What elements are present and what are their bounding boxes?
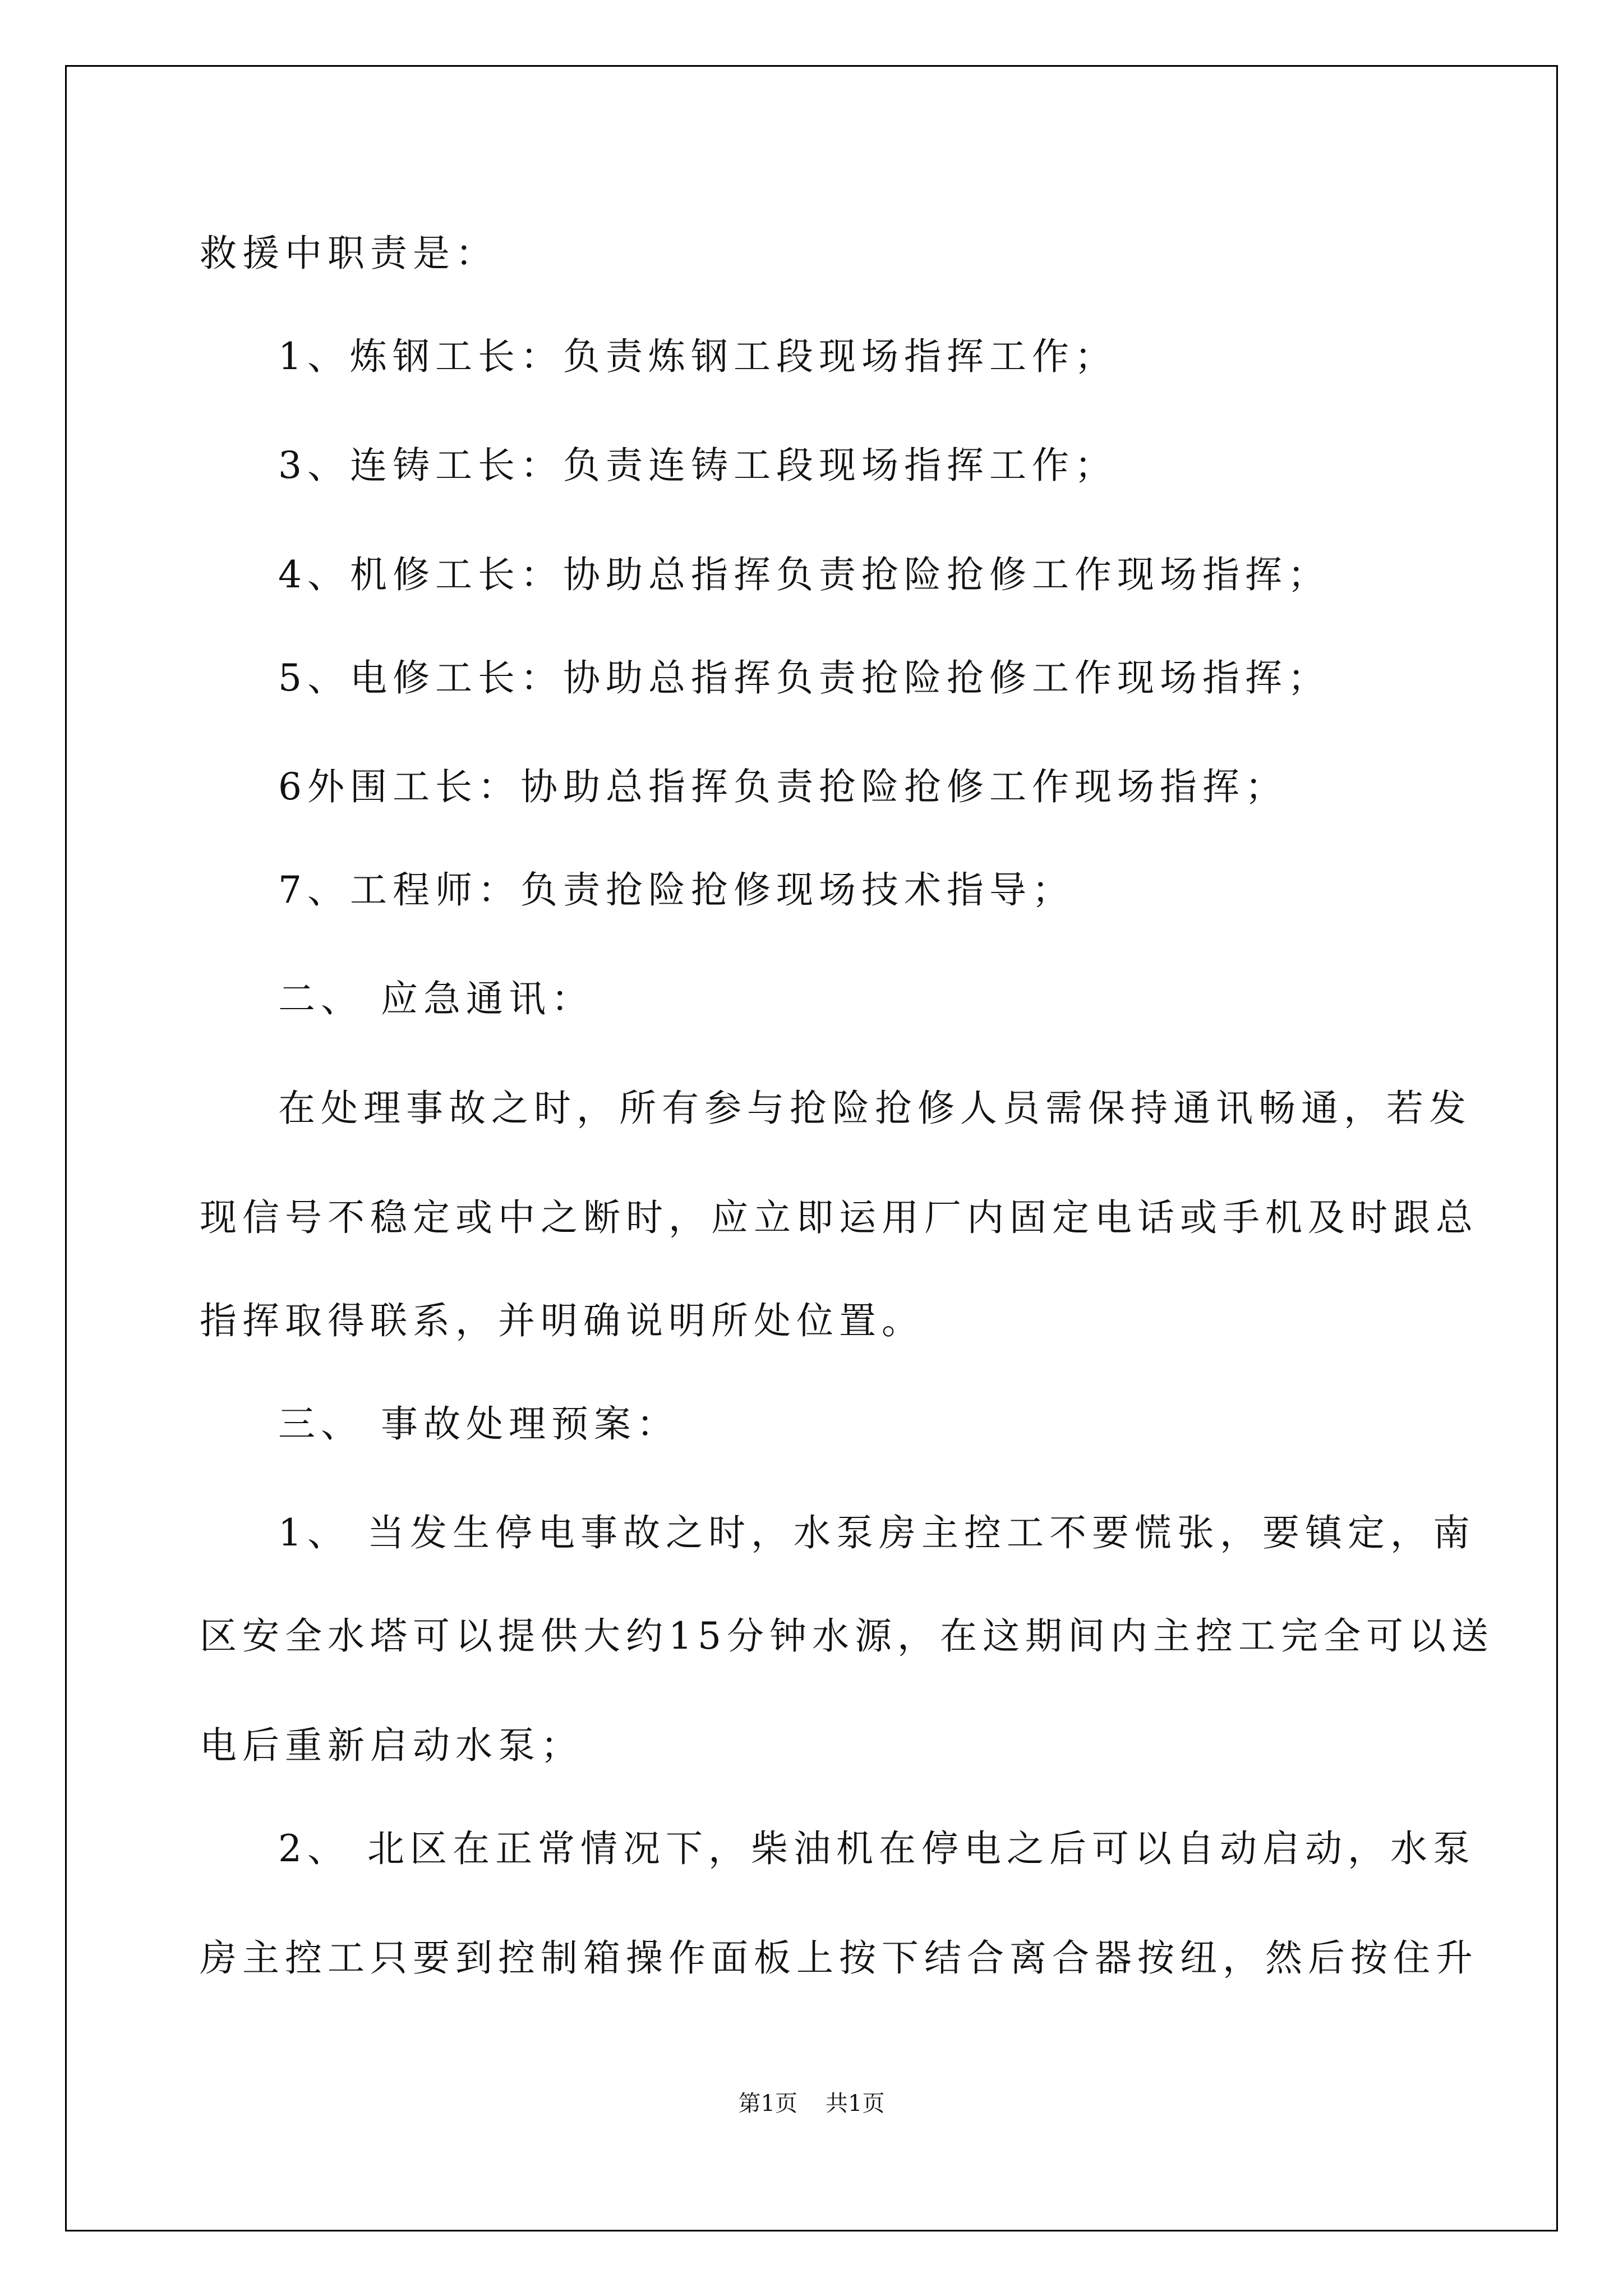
body-line-9: 在处理事故之时，所有参与抢险抢修人员需保持通讯畅通，若发	[278, 1087, 1472, 1130]
body-line-11: 指挥取得联系，并明确说明所处位置。	[200, 1299, 924, 1342]
section-heading-accident-plan: 三、 事故处理预案：	[278, 1402, 679, 1446]
body-line-2: 1、炼钢工长：负责炼钢工段现场指挥工作；	[278, 335, 1117, 378]
body-line-10: 现信号不稳定或中之断时，应立即运用厂内固定电话或手机及时跟总	[200, 1196, 1478, 1239]
body-line-13: 1、 当发生停电事故之时，水泵房主控工不要慌张，要镇定，南	[278, 1511, 1476, 1554]
body-line-5: 5、电修工长：协助总指挥负责抢险抢修工作现场指挥；	[278, 656, 1330, 700]
body-line-16: 2、 北区在正常情况下，柴油机在停电之后可以自动启动，水泵	[278, 1827, 1476, 1870]
page-border	[65, 65, 1558, 2231]
body-line-7: 7、工程师：负责抢险抢修现场技术指导；	[278, 868, 1075, 912]
body-line-17: 房主控工只要到控制箱操作面板上按下结合离合器按纽，然后按住升	[200, 1936, 1478, 1980]
body-line-15: 电后重新启动水泵；	[200, 1724, 583, 1767]
page-total-label: 共1页	[826, 2091, 885, 2116]
page-footer	[0, 2090, 1623, 2118]
body-line-3: 3、连铸工长：负责连铸工段现场指挥工作；	[278, 444, 1117, 487]
section-heading-communication: 二、 应急通讯：	[278, 977, 594, 1020]
body-line-4: 4、机修工长：协助总指挥负责抢险抢修工作现场指挥；	[278, 553, 1330, 596]
body-line-1: 救援中职责是：	[200, 232, 498, 275]
body-line-6: 6外围工长：协助总指挥负责抢险抢修工作现场指挥；	[278, 765, 1288, 808]
body-line-14: 区安全水塔可以提供大约15分钟水源，在这期间内主控工完全可以送	[200, 1614, 1494, 1658]
page-number-label: 第1页	[738, 2091, 797, 2116]
